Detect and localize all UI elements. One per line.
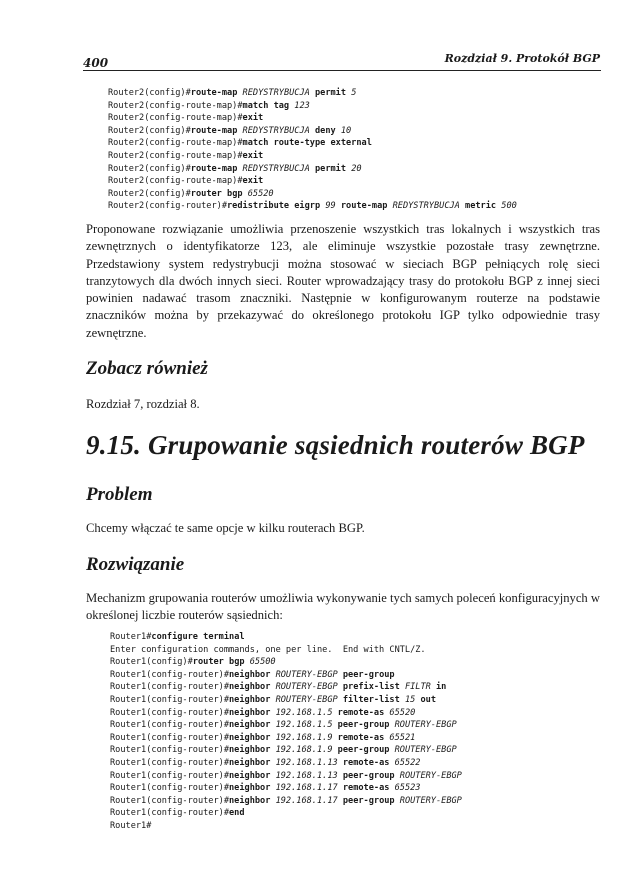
code-token: match route-type external xyxy=(242,138,372,149)
code-line xyxy=(108,176,263,186)
code-token: Router1(config-router)# xyxy=(110,757,229,768)
code-line xyxy=(108,138,372,148)
code-token: 65520 xyxy=(247,188,274,199)
code-token: neighbor xyxy=(229,694,276,705)
code-token: permit xyxy=(309,88,352,98)
section-title: 9.15. Grupowanie sąsiednich routerów BGP xyxy=(86,430,585,460)
code-token: neighbor xyxy=(229,720,276,731)
code-token: Router1(config-router)# xyxy=(110,669,229,680)
code-token: 192.168.1.17 xyxy=(275,783,338,794)
code-token: exit xyxy=(242,113,264,124)
code-token: Router1(config-router)# xyxy=(110,783,229,794)
code-line xyxy=(110,657,276,667)
code-token: Router1(config-router)# xyxy=(110,770,229,781)
code-token: 5 xyxy=(351,88,357,98)
code-token: exit xyxy=(242,176,264,187)
code-line xyxy=(110,808,245,818)
code-token: 15 xyxy=(404,694,416,705)
code-token: remote-as xyxy=(332,732,390,743)
code-line xyxy=(110,645,426,655)
code-token: Router2(config)# xyxy=(108,88,191,98)
code-line xyxy=(110,821,151,831)
code-token: 65523 xyxy=(394,783,421,794)
code-token: metric xyxy=(459,201,502,212)
code-line xyxy=(108,126,351,136)
code-token: 20 xyxy=(351,163,362,174)
code-line xyxy=(108,151,263,161)
code-token: Router1(config-router)# xyxy=(110,795,229,806)
problem-text: Chcemy włączać te same opcje w kilku routerach BGP. xyxy=(86,521,365,535)
code-token: route-map xyxy=(335,201,393,212)
code-token: 192.168.1.5 xyxy=(275,720,333,731)
code-token: Router1(config-router)# xyxy=(110,732,229,743)
code-line xyxy=(110,745,457,755)
header-rule xyxy=(83,70,601,71)
code-token: Router1(config)# xyxy=(110,657,193,668)
code-token: neighbor xyxy=(229,770,276,781)
solution-heading: Rozwiązanie xyxy=(86,554,185,575)
code-token: ROUTERY-EBGP xyxy=(275,682,338,693)
code-token: Router2(config)# xyxy=(108,163,191,174)
code-line xyxy=(110,771,462,781)
code-token: Router1(config-router)# xyxy=(110,720,229,731)
running-head: Rozdział 9. Protokół BGP xyxy=(444,52,600,65)
code-token: in xyxy=(430,682,447,693)
code-token: ROUTERY-EBGP xyxy=(394,745,457,756)
code-line xyxy=(110,695,436,705)
code-token: 123 xyxy=(294,100,310,111)
code-token: 65520 xyxy=(389,707,416,718)
code-token: route-map xyxy=(190,125,243,136)
code-token: FILTR xyxy=(404,682,431,693)
code-token: 192.168.1.9 xyxy=(275,745,333,756)
code-token: ROUTERY-EBGP xyxy=(399,770,462,781)
code-token: configure terminal xyxy=(151,632,245,642)
code-token: out xyxy=(415,694,436,705)
code-line xyxy=(110,783,420,793)
code-token: neighbor xyxy=(229,783,276,794)
code-token: 65521 xyxy=(389,732,416,743)
code-token: ROUTERY-EBGP xyxy=(275,694,338,705)
code-token: ROUTERY-EBGP xyxy=(275,669,338,680)
code-token: exit xyxy=(242,150,264,161)
problem-heading: Problem xyxy=(86,484,153,505)
code-token: REDYSTRYBUCJA xyxy=(242,125,310,136)
code-token: peer-group xyxy=(337,669,395,680)
body-paragraph: Proponowane rozwiązanie umożliwia przenoszenie wszystkich tras lokalnych i wszystkich tras zewnętrznych o identyfikatorze 123, ale eliminuje wszystkie pozostałe trasy zewnętrzne. Przedstawiony system redystrybucji można stosować w sieciach BGP pełniących rolę sieci tranzytowych dla dwóch innych sieci. Router wprowadzający trasy do protokołu BGP z innej sieci powinien nadawać trasom znaczniki. Następnie w konfigurowanym routerze na podstawie znaczników można by przekazywać do określonego protokołu IGP tylko odpowiednie trasy zewnętrzne. xyxy=(86,222,600,340)
code-token: permit xyxy=(309,163,352,174)
code-token: 192.168.1.17 xyxy=(275,795,338,806)
code-line xyxy=(110,708,415,718)
code-line xyxy=(108,189,274,199)
code-line xyxy=(110,796,462,806)
code-token: neighbor xyxy=(229,795,276,806)
code-token: Router2(config)# xyxy=(108,125,191,136)
see-also-text: Rozdział 7, rozdział 8. xyxy=(86,397,200,411)
code-token: neighbor xyxy=(229,669,276,680)
code-token: Router2(config-router)# xyxy=(108,201,227,212)
code-line xyxy=(108,113,263,123)
code-token: Router1# xyxy=(110,632,152,642)
code-line xyxy=(110,733,415,743)
code-token: route-map xyxy=(190,163,243,174)
code-token: 192.168.1.5 xyxy=(275,707,333,718)
code-line xyxy=(108,164,362,174)
code-token: Router2(config-route-map)# xyxy=(108,138,243,149)
code-token: 65500 xyxy=(249,657,276,668)
code-token: neighbor xyxy=(229,707,276,718)
code-line xyxy=(110,632,245,642)
code-block-peer-group xyxy=(110,631,462,833)
code-line xyxy=(110,720,457,730)
code-line xyxy=(108,88,356,98)
code-token: Router1(config-router)# xyxy=(110,745,229,756)
code-line xyxy=(110,758,420,768)
code-token: neighbor xyxy=(229,682,276,693)
code-line xyxy=(110,670,395,680)
code-token: Router2(config-route-map)# xyxy=(108,113,243,124)
code-token: Router1(config-router)# xyxy=(110,808,229,819)
code-token: peer-group xyxy=(337,770,400,781)
code-token: REDYSTRYBUCJA xyxy=(242,163,310,174)
code-token: remote-as xyxy=(337,757,395,768)
see-also-heading: Zobacz również xyxy=(86,358,208,379)
solution-text: Mechanizm grupowania routerów umożliwia wykonywanie tych samych poleceń konfiguracyjnych w określonej liczbie routerów sąsiednich: xyxy=(86,591,600,623)
code-token: remote-as xyxy=(332,707,390,718)
code-token: Enter configuration commands, one per line. End with CNTL/Z. xyxy=(110,644,426,655)
code-token: ROUTERY-EBGP xyxy=(394,720,457,731)
code-token: ROUTERY-EBGP xyxy=(399,795,462,806)
code-token: prefix-list xyxy=(337,682,405,693)
code-token: peer-group xyxy=(332,745,395,756)
code-token: Router1(config-router)# xyxy=(110,707,229,718)
code-token: REDYSTRYBUCJA xyxy=(392,201,460,212)
code-token: 192.168.1.13 xyxy=(275,757,338,768)
page-number: 400 xyxy=(83,56,109,70)
code-token: neighbor xyxy=(229,732,276,743)
code-token: end xyxy=(229,808,245,819)
code-line xyxy=(110,682,446,692)
code-token: 99 xyxy=(325,201,336,212)
code-token: REDYSTRYBUCJA xyxy=(242,88,310,98)
code-token: 192.168.1.13 xyxy=(275,770,338,781)
code-token: Router1(config-router)# xyxy=(110,694,229,705)
code-token: match tag xyxy=(242,100,295,111)
code-token: Router2(config-route-map)# xyxy=(108,150,243,161)
code-token: router bgp xyxy=(192,657,250,668)
code-token: Router2(config-route-map)# xyxy=(108,176,243,187)
code-token: 192.168.1.9 xyxy=(275,732,333,743)
code-token: 10 xyxy=(340,125,352,136)
code-line xyxy=(108,201,517,211)
code-token: neighbor xyxy=(229,745,276,756)
code-token: peer-group xyxy=(337,795,400,806)
code-token: remote-as xyxy=(337,783,395,794)
code-token: peer-group xyxy=(332,720,395,731)
code-token: Router2(config-route-map)# xyxy=(108,100,243,111)
code-token: 65522 xyxy=(394,757,421,768)
code-token: 500 xyxy=(501,201,517,212)
code-token: redistribute eigrp xyxy=(227,201,326,212)
code-token: deny xyxy=(309,125,341,136)
code-token: neighbor xyxy=(229,757,276,768)
code-line xyxy=(108,101,310,111)
code-token: filter-list xyxy=(337,694,405,705)
code-token: router bgp xyxy=(190,188,248,199)
code-token: Router1# xyxy=(110,820,152,831)
code-token: Router1(config-router)# xyxy=(110,682,229,693)
code-block-route-map xyxy=(108,87,517,213)
code-token: Router2(config)# xyxy=(108,188,191,199)
code-token: route-map xyxy=(190,88,243,98)
